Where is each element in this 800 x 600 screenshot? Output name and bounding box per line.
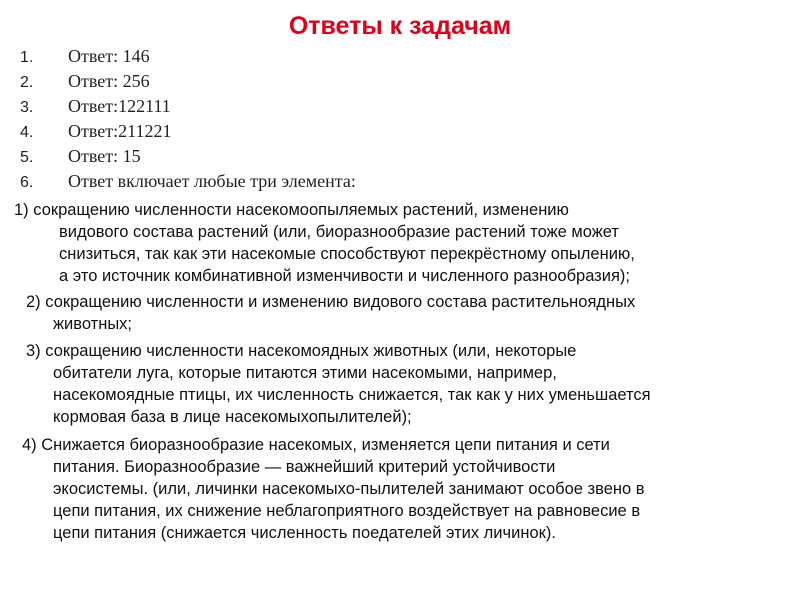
answer-item [20,119,780,144]
paragraph-line: видового состава растений (или, биоразнообразие растений тоже может [59,223,619,241]
paragraph-line: обитатели луга, которые питаются этими насекомыми, например, [53,364,557,382]
answer-item [20,44,780,69]
answer-text: Ответ:122111 [68,96,171,116]
element-paragraph-2 [26,291,796,335]
answer-item [20,169,780,194]
answer-number: 4. [20,124,34,141]
paragraph-line: цепи питания (снижается численность поедателей этих личинок). [53,524,556,542]
answer-list [20,44,780,194]
answer-text: Ответ: 15 [68,146,141,166]
answer-item [20,69,780,94]
paragraph-line: а это источник комбинативной изменчивости и численного разнообразия); [59,267,630,285]
element-paragraph-4 [22,434,792,544]
element-paragraph-1 [14,199,784,287]
paragraph-line: 1) сокращению численности насекомоопыляемых растений, изменению [14,201,569,219]
answer-text: Ответ:211221 [68,121,172,141]
answer-item [20,144,780,169]
paragraph-line: снизиться, так как эти насекомые способствуют перекрёстному опылению, [59,245,635,263]
paragraph-line: 2) сокращению численности и изменению видового состава растительноядных [26,293,636,311]
answer-number: 3. [20,99,34,116]
answer-text: Ответ: 146 [68,46,150,66]
paragraph-line: 3) сокращению численности насекомоядных животных (или, некоторые [26,342,577,360]
answer-number: 2. [20,74,34,91]
paragraph-line: 4) Снижается биоразнообразие насекомых, изменяется цепи питания и сети [22,436,610,454]
answer-number: 6. [20,174,34,191]
paragraph-line: экосистемы. (или, личинки насекомыхо-пылителей занимают особое звено в [53,480,645,498]
page-title: Ответы к задачам [288,12,512,40]
paragraph-line: насекомоядные птицы, их численность снижается, так как у них уменьшается [53,386,651,404]
element-paragraph-3 [26,340,796,428]
answer-number: 5. [20,149,34,166]
paragraph-line: кормовая база в лице насекомыхопылителей); [53,408,412,426]
answer-item [20,94,780,119]
paragraph-line: животных; [53,315,133,333]
answer-number: 1. [20,49,34,66]
paragraph-line: цепи питания, их снижение неблагоприятного воздействует на равновесие в [53,502,641,520]
paragraph-line: питания. Биоразнообразие — важнейший критерий устойчивости [53,458,556,476]
answer-text: Ответ включает любые три элемента: [68,171,356,191]
answer-text: Ответ: 256 [68,71,150,91]
